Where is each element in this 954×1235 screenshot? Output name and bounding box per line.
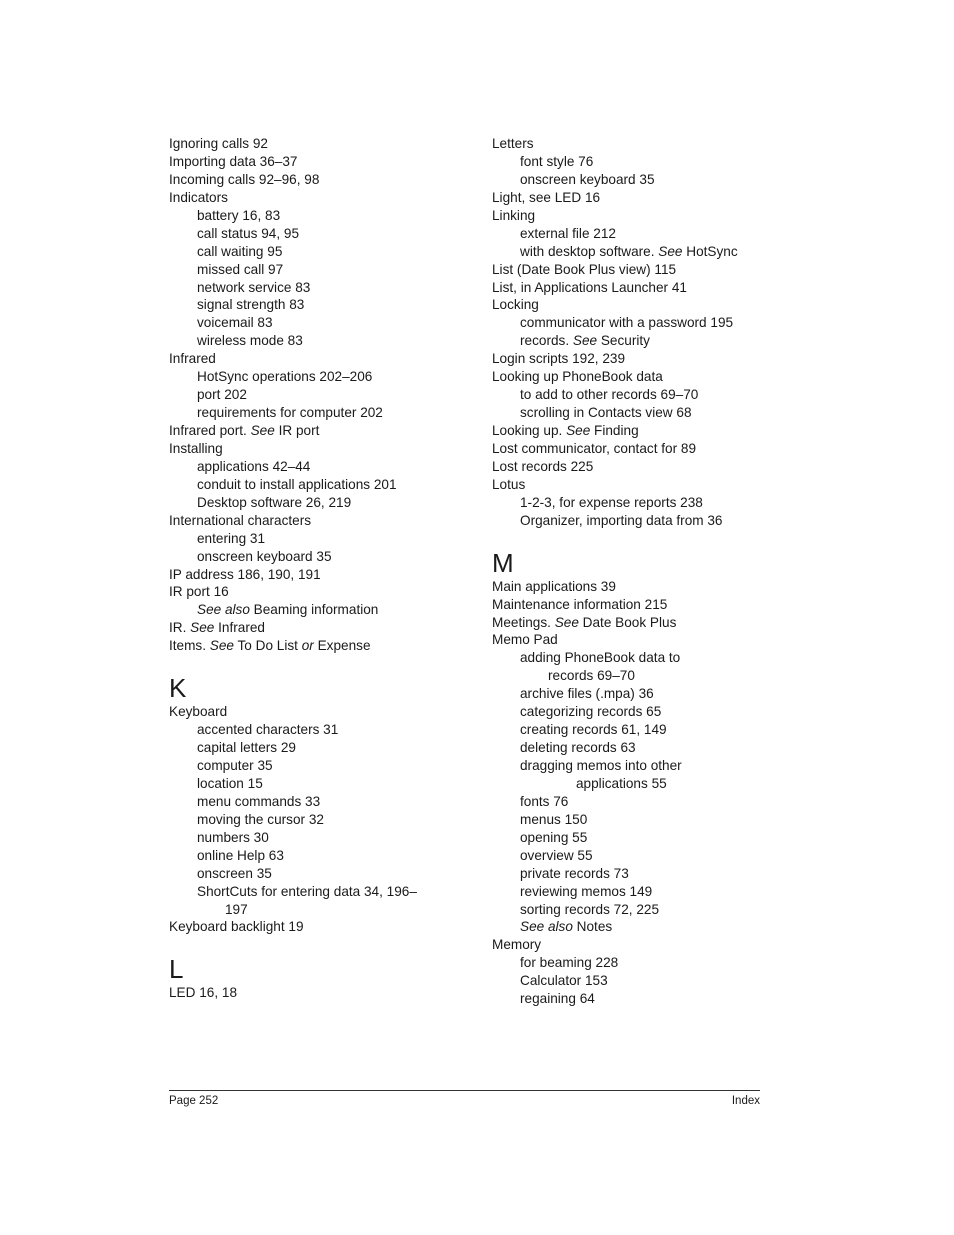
index-subentry [169,775,469,793]
index-text: online Help 63 [197,847,284,863]
index-letter-heading: K [169,673,187,704]
cross-reference-keyword: See [209,638,234,654]
index-text: Looking up. [492,423,567,438]
index-text: Login scripts 192, 239 [492,351,626,367]
index-text: Ignoring calls 92 [169,136,268,151]
index-text: IR port 16 [169,584,229,600]
index-text: Letters [492,136,534,151]
index-text: Linking [492,207,536,223]
index-subentry [492,225,792,243]
index-subentry [492,865,792,883]
index-subentry [169,314,469,332]
index-text: port 202 [197,387,247,403]
index-subentry [492,990,792,1008]
index-entry [169,984,469,1002]
cross-reference-keyword: See [190,620,215,636]
index-subentry [169,793,469,811]
index-subentry [169,901,469,919]
index-text: Maintenance information 215 [492,596,668,612]
index-text: applications 42–44 [197,458,311,474]
index-text: computer 35 [197,758,273,773]
index-text: LED 16, 18 [169,985,238,1001]
index-text: Expense [313,638,371,654]
index-text: Date Book Plus [578,614,677,630]
index-subentry [169,332,469,350]
index-text: capital letters 29 [197,740,296,756]
index-text: fonts 76 [520,793,569,809]
index-text: voicemail 83 [197,315,273,331]
index-entry [492,614,792,632]
index-subentry [169,883,469,901]
index-text: wireless mode 83 [197,333,303,349]
index-subentry [492,847,792,865]
index-text: accented characters 31 [197,722,339,738]
index-entry [492,135,792,153]
index-entry [492,422,792,440]
index-subentry [492,883,792,901]
index-subentry [492,386,792,404]
index-text: Infrared [214,620,265,636]
index-text: HotSync operations 202–206 [197,369,373,385]
index-subentry [169,225,469,243]
index-subentry [492,918,792,936]
index-subentry [492,494,792,512]
cross-reference-keyword: See [572,333,598,349]
index-text: numbers 30 [197,829,269,845]
index-text: battery 16, 83 [197,207,281,223]
index-entry [492,936,792,954]
index-text: Desktop software 26, 219 [197,494,352,510]
index-text: Beaming information [249,602,379,618]
cross-reference-keyword: See [658,243,683,259]
index-text: Notes [572,919,613,935]
index-text: HotSync [682,243,738,259]
index-entry [169,440,469,458]
index-text: IP address 186, 190, 191 [169,566,321,582]
index-text: adding PhoneBook data to [520,650,681,666]
index-subentry [492,793,792,811]
index-text: reviewing memos 149 [520,883,653,899]
index-text: moving the cursor 32 [197,811,324,827]
index-text: communicator with a password 195 [520,315,734,331]
index-entry [169,171,469,189]
index-subentry [492,667,792,685]
index-text: Indicators [169,189,228,205]
index-text: IR. [169,620,191,636]
index-text: ShortCuts for entering data 34, 196– [197,883,417,899]
index-text: records 69–70 [548,668,635,684]
index-text: call waiting 95 [197,243,283,259]
index-entry [169,637,469,655]
index-subentry [169,494,469,512]
index-entry [169,350,469,368]
index-text: opening 55 [520,829,588,845]
index-subentry [169,207,469,225]
index-text: sorting records 72, 225 [520,901,660,917]
index-text: applications 55 [576,775,667,791]
cross-reference-keyword: See [250,423,275,438]
index-entry [169,189,469,207]
index-text: overview 55 [520,847,593,863]
index-entry [169,583,469,601]
index-subentry [492,512,792,530]
index-subentry [492,739,792,757]
index-text: Lost records 225 [492,458,594,474]
index-text: conduit to install applications 201 [197,476,397,492]
index-text: with desktop software. [520,243,659,259]
index-text: private records 73 [520,865,629,881]
index-text: Installing [169,440,223,456]
index-entry [492,279,792,297]
footer-page-number: Page 252 [169,1095,219,1107]
cross-reference-keyword: or [301,638,314,654]
index-text: menu commands 33 [197,793,321,809]
index-text: dragging memos into other [520,758,682,773]
index-entry [492,476,792,494]
index-text: Infrared port. [169,423,251,438]
index-text: location 15 [197,775,263,791]
footer-divider [169,1090,760,1091]
index-text: Infrared [169,351,216,367]
index-text: To Do List [233,638,302,654]
index-subentry [492,649,792,667]
index-text: external file 212 [520,225,616,241]
index-letter-heading: L [169,954,184,985]
index-subentry [492,972,792,990]
index-entry [169,422,469,440]
index-subentry [492,721,792,739]
index-text: signal strength 83 [197,297,305,313]
index-text: IR port [274,423,320,438]
index-subentry [169,243,469,261]
index-entry [492,458,792,476]
index-text: Meetings. [492,614,555,630]
index-subentry [492,954,792,972]
index-column-right [492,135,792,1008]
index-subentry [492,685,792,703]
index-entry [169,566,469,584]
index-entry [169,619,469,637]
index-entry [169,135,469,153]
cross-reference-keyword: See also [197,602,250,618]
index-subentry [169,530,469,548]
index-subentry [169,279,469,297]
index-text: archive files (.mpa) 36 [520,686,654,702]
index-text: Incoming calls 92–96, 98 [169,171,320,187]
index-text: onscreen keyboard 35 [197,548,332,564]
index-subentry [492,901,792,919]
index-text: International characters [169,512,312,528]
index-entry [492,596,792,614]
index-column-left [169,135,469,1002]
index-text: 197 [225,901,248,917]
index-text: menus 150 [520,811,588,827]
index-text: Calculator 153 [520,973,608,989]
index-subentry [492,757,792,775]
index-entry [492,189,792,207]
index-entry [169,703,469,721]
index-entry [492,631,792,649]
index-text: creating records 61, 149 [520,722,667,738]
index-text: network service 83 [197,279,311,295]
index-text: Main applications 39 [492,578,616,594]
index-subentry [169,721,469,739]
index-subentry [169,404,469,422]
index-subentry [169,261,469,279]
index-text: Light, see LED 16 [492,189,601,205]
index-entry [169,918,469,936]
index-entry [492,368,792,386]
index-text: categorizing records 65 [520,704,662,720]
index-text: Importing data 36–37 [169,153,298,169]
index-subentry [492,404,792,422]
index-entry [492,350,792,368]
cross-reference-keyword: See [566,423,591,438]
index-text: Memory [492,937,542,953]
index-subentry [492,811,792,829]
index-entry [492,296,792,314]
index-text: List (Date Book Plus view) 115 [492,261,677,277]
index-subentry [492,829,792,847]
index-text: records. [520,333,573,349]
index-subentry [492,243,792,261]
cross-reference-keyword: See [554,614,579,630]
index-text: onscreen keyboard 35 [520,171,655,187]
index-text: Security [597,333,650,349]
index-text: deleting records 63 [520,740,636,756]
index-subentry [169,847,469,865]
index-text: List, in Applications Launcher 41 [492,279,687,295]
index-subentry [169,811,469,829]
index-text: 1-2-3, for expense reports 238 [520,494,703,510]
index-subentry [169,296,469,314]
index-subentry [492,171,792,189]
index-subentry [169,458,469,476]
index-subentry [169,368,469,386]
index-text: regaining 64 [520,991,595,1007]
index-letter-heading: M [492,547,514,578]
index-text: Items. [169,638,210,654]
index-text: Memo Pad [492,632,558,648]
index-text: Lotus [492,476,526,492]
index-subentry [492,775,792,793]
index-text: Keyboard backlight 19 [169,919,304,935]
index-text: call status 94, 95 [197,225,300,241]
index-text: for beaming 228 [520,955,619,971]
footer-section-name: Index [731,1095,760,1107]
index-entry [492,207,792,225]
index-subentry [492,153,792,171]
index-text: scrolling in Contacts view 68 [520,405,692,421]
index-text: Finding [590,423,639,438]
index-text: entering 31 [197,530,266,546]
index-text: font style 76 [520,153,594,169]
index-text: Organizer, importing data from 36 [520,512,723,528]
index-subentry [169,829,469,847]
index-subentry [492,314,792,332]
index-entry [492,261,792,279]
cross-reference-keyword: See also [520,919,573,935]
index-subentry [169,865,469,883]
index-text: Locking [492,297,539,313]
index-subentry [169,548,469,566]
index-subentry [169,739,469,757]
index-text: Looking up PhoneBook data [492,369,663,385]
index-entry [169,153,469,171]
index-text: missed call 97 [197,261,284,277]
index-entry [169,512,469,530]
index-entry [492,440,792,458]
index-text: onscreen 35 [197,865,272,881]
index-subentry [169,757,469,775]
index-text: to add to other records 69–70 [520,387,699,403]
index-text: Lost communicator, contact for 89 [492,440,697,456]
index-subentry [492,703,792,721]
index-subentry [169,476,469,494]
index-subentry [169,386,469,404]
index-subentry [492,332,792,350]
index-text: requirements for computer 202 [197,405,383,421]
index-entry [492,578,792,596]
index-subentry [169,601,469,619]
index-text: Keyboard [169,704,228,720]
